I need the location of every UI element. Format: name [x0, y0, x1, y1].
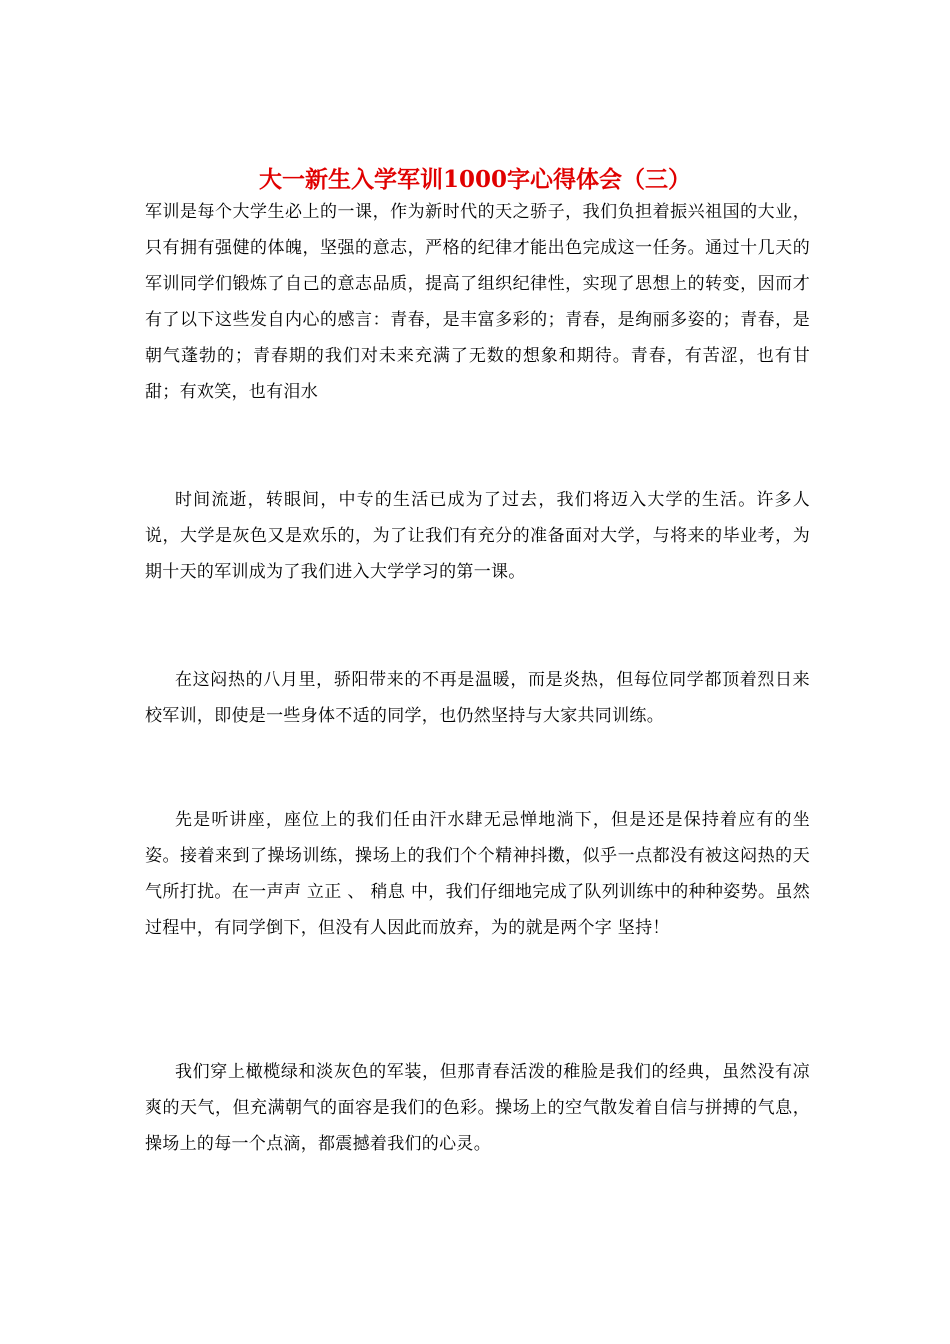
paragraph-4: 先是听讲座，座位上的我们任由汗水肆无忌惮地淌下，但是还是保持着应有的坐姿。接着来到了操场训练，操场上的我们个个精神抖擞，似乎一点都没有被这闷热的天气所打扰。在一声声 立正 、 稍息 中，我们仔细地完成了队列训练中的种种姿势。虽然过程中，有同学倒下，但没有人因此而放弃，为的就是两个字 坚持！ [145, 810, 810, 938]
paragraph-2: 时间流逝，转眼间，中专的生活已成为了过去，我们将迈入大学的生活。许多人说，大学是灰色又是欢乐的，为了让我们有充分的准备面对大学，与将来的毕业考，为期十天的军训成为了我们进入大学学习的第一课。 [145, 490, 810, 582]
paragraph-1: 军训是每个大学生必上的一课，作为新时代的天之骄子，我们负担着振兴祖国的大业，只有拥有强健的体魄，坚强的意志，严格的纪律才能出色完成这一任务。通过十几天的军训同学们锻炼了自己的意志品质，提高了组织纪律性，实现了思想上的转变，因而才有了以下这些发自内心的感言：青春，是丰富多彩的；青春，是绚丽多姿的；青春，是朝气蓬勃的；青春期的我们对未来充满了无数的想象和期待。青春，有苦涩，也有甘甜；有欢笑，也有泪水 [145, 202, 810, 402]
document-title: 大一新生入学军训1000字心得体会（三） [258, 166, 691, 194]
paragraph-3: 在这闷热的八月里，骄阳带来的不再是温暖，而是炎热，但每位同学都顶着烈日来校军训，即使是一些身体不适的同学，也仍然坚持与大家共同训练。 [145, 670, 810, 726]
paragraph-5: 我们穿上橄榄绿和淡灰色的军装，但那青春活泼的稚脸是我们的经典，虽然没有凉爽的天气，但充满朝气的面容是我们的色彩。操场上的空气散发着自信与拼搏的气息，操场上的每一个点滴，都震撼着我们的心灵。 [145, 1062, 810, 1154]
